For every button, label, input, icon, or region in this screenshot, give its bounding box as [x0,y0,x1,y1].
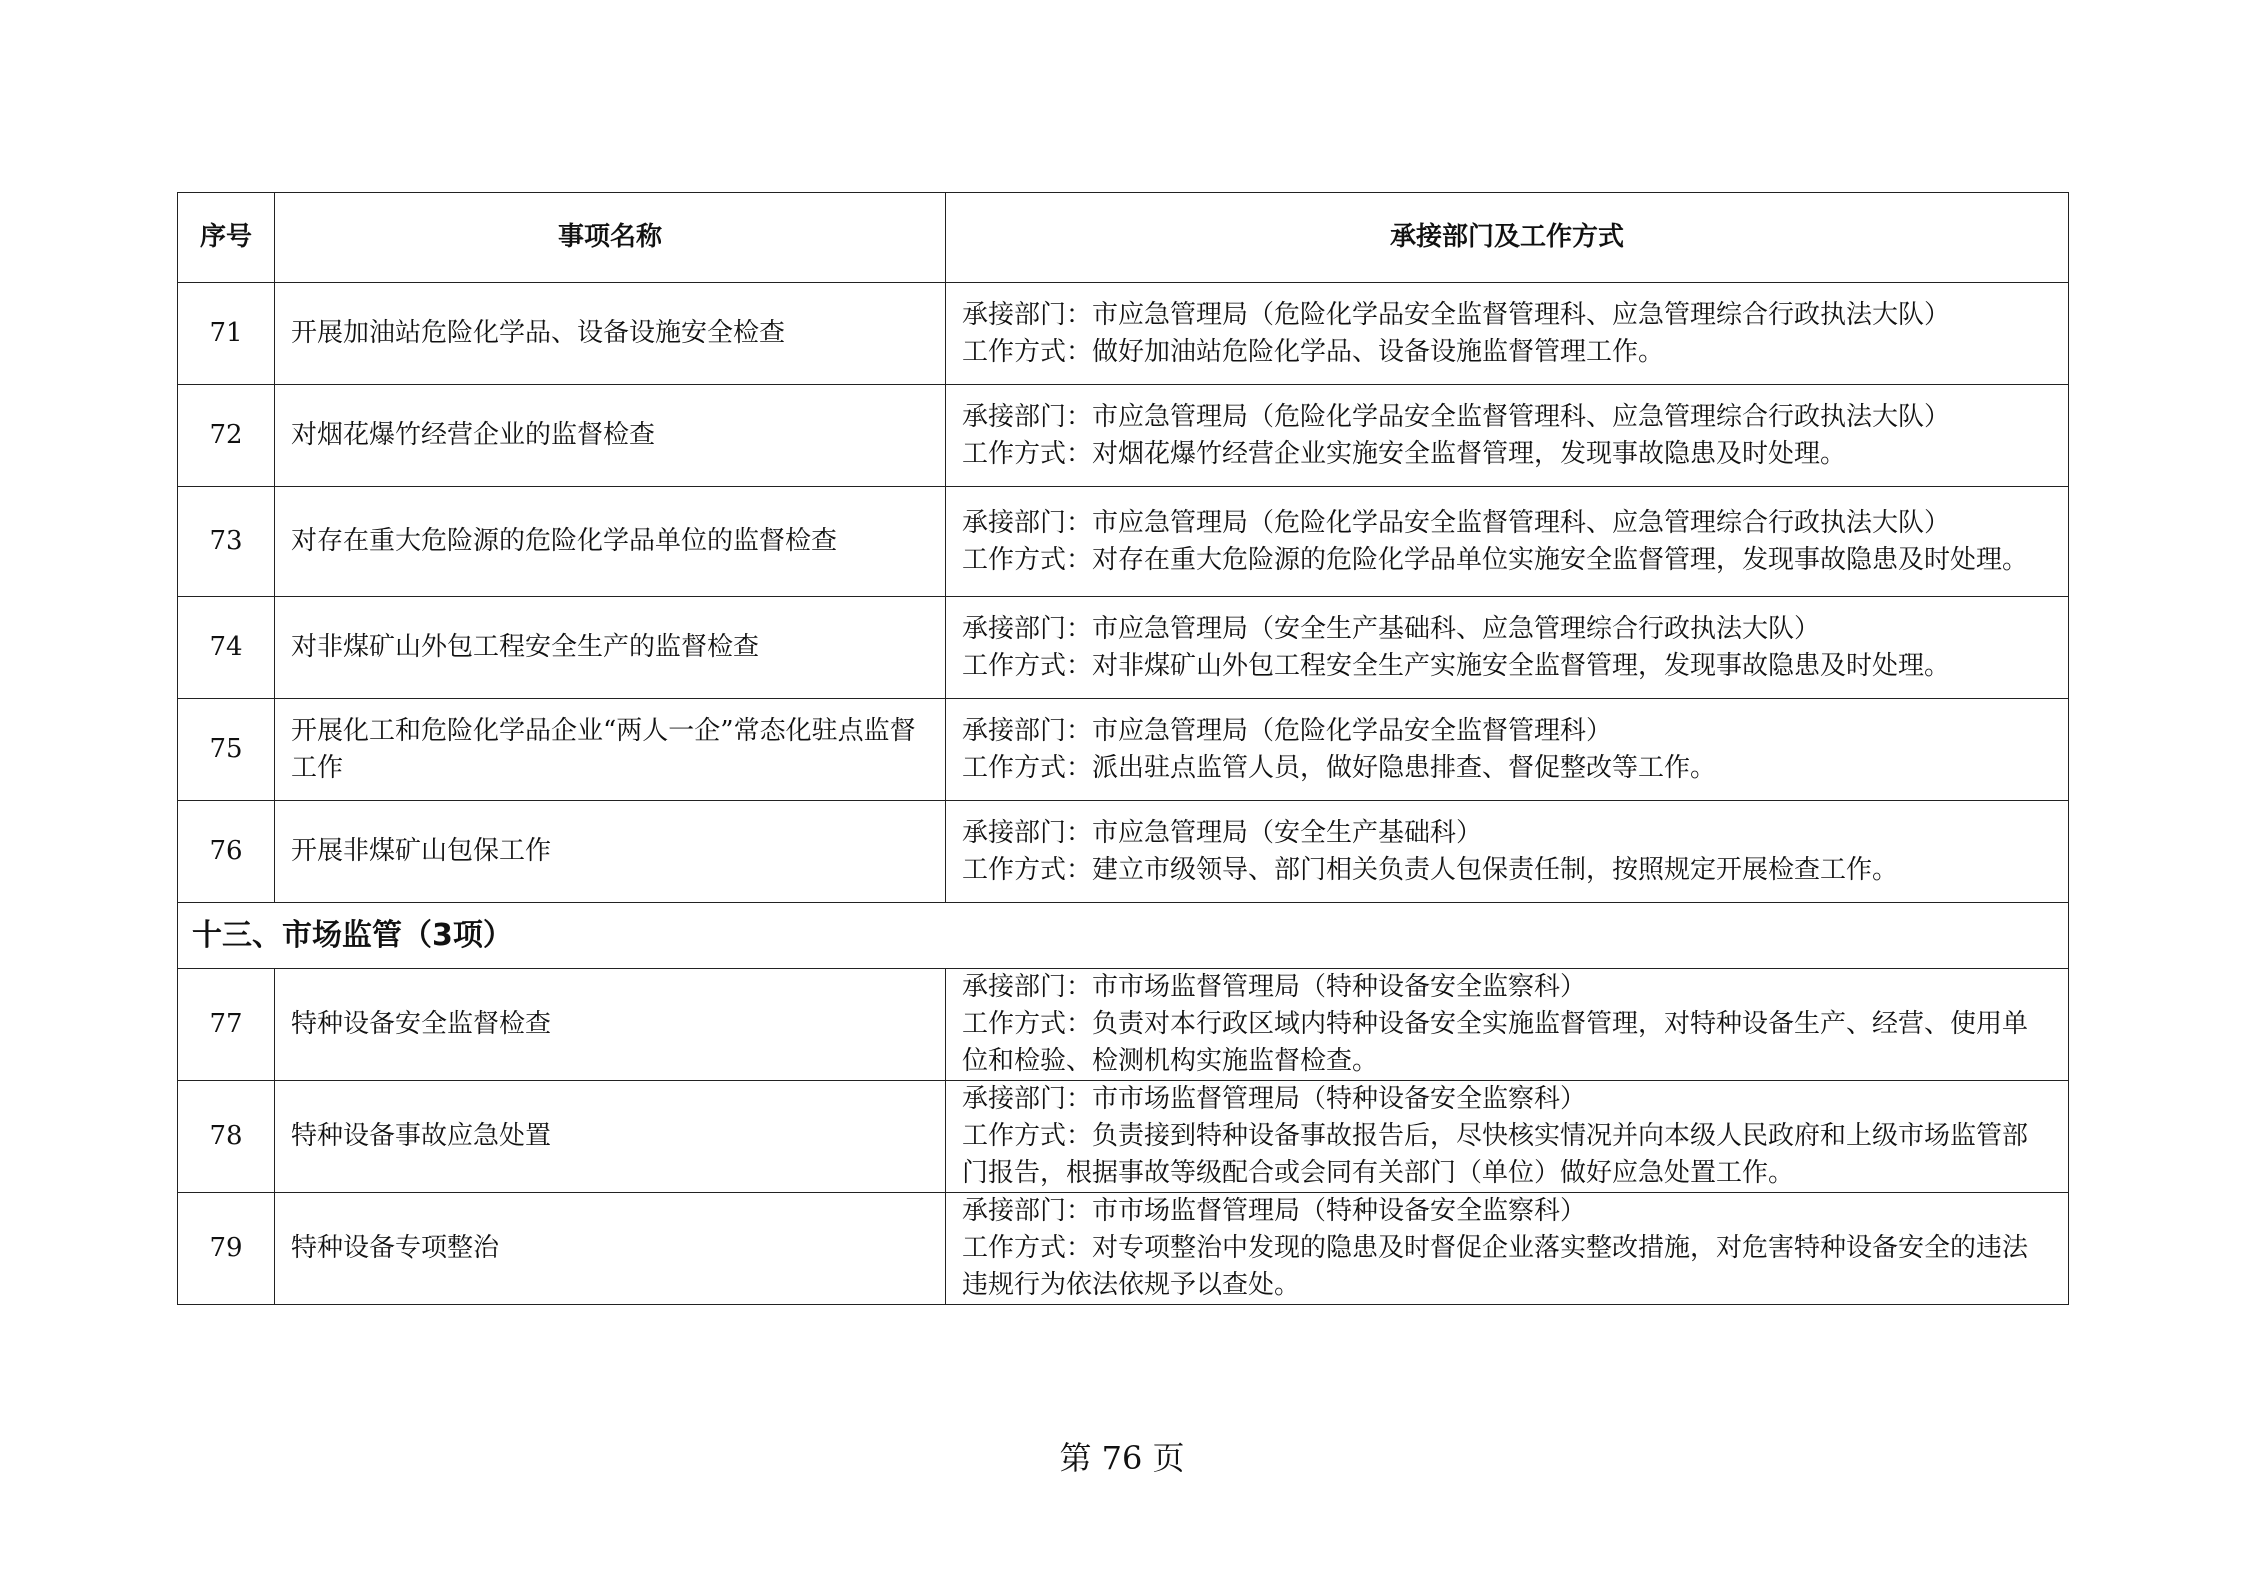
dept-text: 承接部门：市市场监督管理局（特种设备安全监察科） [962,1084,1587,1114]
dept-text: 承接部门：市应急管理局（安全生产基础科、应急管理综合行政执法大队） [962,613,1821,644]
row-number: 73 [178,487,275,597]
table-row [178,385,2069,487]
row-number: 74 [178,597,275,699]
table-row [178,969,2069,1081]
method-text: 工作方式：建立市级领导、部门相关负责人包保责任制，按照规定开展检查工作。 [962,854,1899,885]
row-number: 71 [178,283,275,385]
item-name: 对非煤矿山外包工程安全生产的监督检查 [275,597,946,699]
row-number: 72 [178,385,275,487]
row-number: 76 [178,801,275,903]
method-text: 工作方式：做好加油站危险化学品、设备设施监督管理工作。 [962,336,1665,367]
table-row [178,487,2069,597]
dept-method [946,487,2069,597]
method-text: 工作方式：负责接到特种设备事故报告后，尽快核实情况并向本级人民政府和上级市场监管部门报告，根据事故等级配合或会同有关部门（单位）做好应急处置工作。 [962,1121,2029,1188]
method-text: 工作方式：对存在重大危险源的危险化学品单位实施安全监督管理，发现事故隐患及时处理。 [962,544,2029,575]
table-row [178,1081,2069,1193]
row-number: 77 [178,969,275,1081]
method-text: 工作方式：负责对本行政区域内特种设备安全实施监督管理，对特种设备生产、经营、使用单位和检验、检测机构实施监督检查。 [962,1009,2029,1076]
method-text: 工作方式：派出驻点监管人员，做好隐患排查、督促整改等工作。 [962,752,1717,783]
item-name: 开展化工和危险化学品企业“两人一企”常态化驻点监督工作 [275,699,946,801]
item-name: 对存在重大危险源的危险化学品单位的监督检查 [275,487,946,597]
header-row [178,193,2069,283]
dept-text: 承接部门：市应急管理局（危险化学品安全监督管理科、应急管理综合行政执法大队） [962,401,1951,432]
dept-method [946,1081,2069,1193]
header-name: 事项名称 [275,193,946,283]
dept-text: 承接部门：市应急管理局（危险化学品安全监督管理科、应急管理综合行政执法大队） [962,507,1951,538]
row-number: 75 [178,699,275,801]
header-dept: 承接部门及工作方式 [946,193,2069,283]
dept-text: 承接部门：市应急管理局（危险化学品安全监督管理科） [962,715,1613,746]
dept-text: 承接部门：市应急管理局（危险化学品安全监督管理科、应急管理综合行政执法大队） [962,299,1951,330]
item-name: 特种设备事故应急处置 [275,1081,946,1193]
dept-text: 承接部门：市应急管理局（安全生产基础科） [962,817,1483,848]
page-number: 第 76 页 [1059,1439,1185,1477]
dept-method [946,1193,2069,1305]
item-name: 对烟花爆竹经营企业的监督检查 [275,385,946,487]
table-row [178,801,2069,903]
item-name: 特种设备专项整治 [275,1193,946,1305]
item-name: 开展加油站危险化学品、设备设施安全检查 [275,283,946,385]
section-heading: 十三、市场监管（3项） [178,903,2069,969]
table-row [178,1193,2069,1305]
dept-method [946,801,2069,903]
table-row [178,699,2069,801]
item-name: 开展非煤矿山包保工作 [275,801,946,903]
dept-method [946,385,2069,487]
table-row [178,283,2069,385]
method-text: 工作方式：对非煤矿山外包工程安全生产实施安全监督管理，发现事故隐患及时处理。 [962,650,1951,681]
dept-method [946,283,2069,385]
method-text: 工作方式：对专项整治中发现的隐患及时督促企业落实整改措施，对危害特种设备安全的违法违规行为依法依规予以查处。 [962,1233,2029,1300]
dept-method [946,699,2069,801]
section-heading-row [178,903,2069,969]
item-name: 特种设备安全监督检查 [275,969,946,1081]
matters-table [177,192,2069,1305]
row-number: 79 [178,1193,275,1305]
header-seq: 序号 [178,193,275,283]
method-text: 工作方式：对烟花爆竹经营企业实施安全监督管理，发现事故隐患及时处理。 [962,438,1847,469]
table-row [178,597,2069,699]
dept-method [946,597,2069,699]
row-number: 78 [178,1081,275,1193]
dept-text: 承接部门：市市场监督管理局（特种设备安全监察科） [962,1196,1587,1226]
dept-text: 承接部门：市市场监督管理局（特种设备安全监察科） [962,972,1587,1002]
dept-method [946,969,2069,1081]
